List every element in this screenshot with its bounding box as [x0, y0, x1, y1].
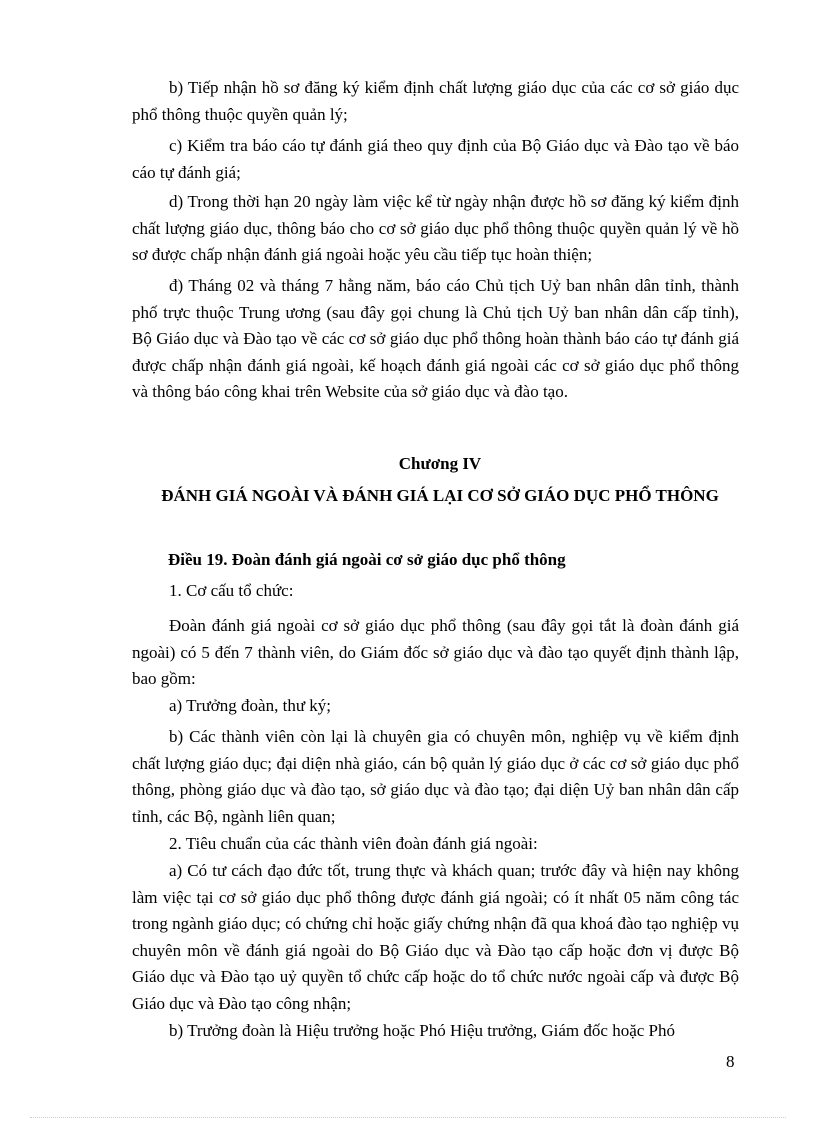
paragraph-standards: 2. Tiêu chuẩn của các thành viên đoàn đánh giá ngoài: [169, 834, 538, 853]
chapter-number: Chương IV [398, 454, 482, 473]
paragraph-structure: 1. Cơ cấu tổ chức: [169, 581, 294, 600]
paragraph-standard-b: b) Trưởng đoàn là Hiệu trưởng hoặc Phó Hiệu trưởng, Giám đốc hoặc Phó [169, 1021, 675, 1040]
paragraph-members: b) Các thành viên còn lại là chuyên gia có chuyên môn, nghiệp vụ về kiểm định chất lượng giáo dục; đại diện nhà giáo, cán bộ quản lý giáo dục ở các cơ sở giáo dục phổ thông, phòng giáo dục và đào tạo, sở giáo dục và đào tạo; đại diện Uỷ ban nhân dân cấp tỉnh, các Bộ, ngành liên quan; [132, 727, 739, 826]
paragraph-team-intro: Đoàn đánh giá ngoài cơ sở giáo dục phổ thông (sau đây gọi tắt là đoàn đánh giá ngoài) có 5 đến 7 thành viên, do Giám đốc sở giáo dục và đào tạo quyết định thành lập, bao gồm: [132, 616, 739, 689]
footer-divider [30, 1117, 786, 1118]
paragraph-b-receive-dossier: b) Tiếp nhận hồ sơ đăng ký kiểm định chất lượng giáo dục của các cơ sở giáo dục phổ thông thuộc quyền quản lý; [132, 78, 739, 124]
page-number: 8 [726, 1052, 735, 1071]
chapter-title: ĐÁNH GIÁ NGOÀI VÀ ĐÁNH GIÁ LẠI CƠ SỞ GIÁO DỤC PHỔ THÔNG [161, 486, 719, 505]
paragraph-c-check-report: c) Kiểm tra báo cáo tự đánh giá theo quy định của Bộ Giáo dục và Đào tạo về báo cáo tự đánh giá; [132, 136, 739, 182]
paragraph-d-time-limit: d) Trong thời hạn 20 ngày làm việc kể từ ngày nhận được hồ sơ đăng ký kiểm định chất lượng giáo dục, thông báo cho cơ sở giáo dục phổ thông thuộc quyền quản lý về hồ sơ được chấp nhận đánh giá ngoài hoặc yêu cầu tiếp tục hoàn thiện; [132, 192, 739, 265]
paragraph-dd-report: đ) Tháng 02 và tháng 7 hằng năm, báo cáo Chủ tịch Uỷ ban nhân dân tỉnh, thành phố trực thuộc Trung ương (sau đây gọi chung là Chủ tịch Uỷ ban nhân dân cấp tỉnh), Bộ Giáo dục và Đào tạo về các cơ sở giáo dục phổ thông hoàn thành báo cáo tự đánh giá được chấp nhận đánh giá ngoài, kế hoạch đánh giá ngoài các cơ sở giáo dục phổ thông và thông báo công khai trên Website của sở giáo dục và đào tạo. [132, 276, 739, 402]
paragraph-team-leader: a) Trưởng đoàn, thư ký; [169, 696, 332, 715]
article-heading: Điều 19. Đoàn đánh giá ngoài cơ sở giáo dục phổ thông [168, 550, 566, 569]
paragraph-standard-a: a) Có tư cách đạo đức tốt, trung thực và khách quan; trước đây và hiện nay không làm việc tại cơ sở giáo dục phổ thông được đánh giá ngoài; có ít nhất 05 năm công tác trong ngành giáo dục; có chứng chỉ hoặc giấy chứng nhận đã qua khoá đào tạo nghiệp vụ chuyên môn về đánh giá ngoài do Bộ Giáo dục và Đào tạo cấp hoặc đơn vị được Bộ Giáo dục và Đào tạo uỷ quyền tổ chức cấp hoặc do tổ chức nước ngoài cấp và được Bộ Giáo dục và Đào tạo công nhận; [132, 861, 739, 1013]
